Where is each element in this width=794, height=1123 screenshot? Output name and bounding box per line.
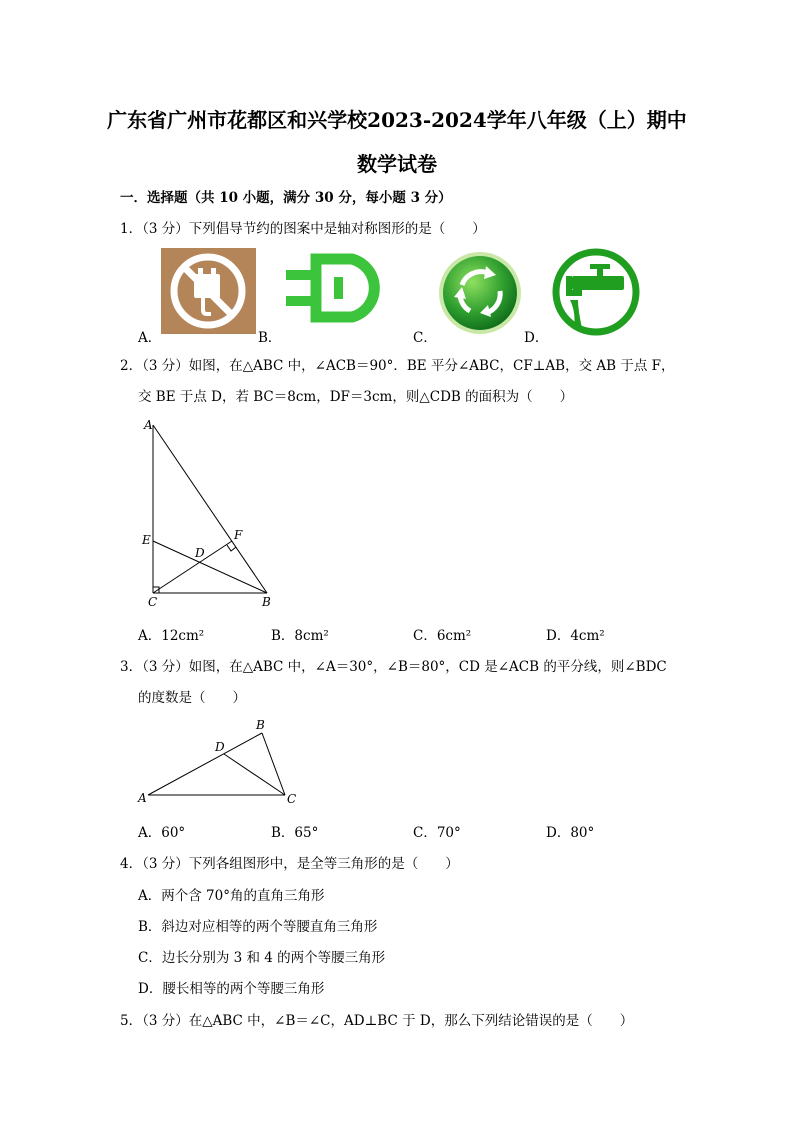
page-title-line1: 广东省广州市花都区和兴学校2023-2024学年八年级（上）期中 [107,108,687,132]
power-plug-icon [286,253,390,327]
label-f: F [234,528,243,542]
q2-option-b: B．8cm² [271,628,329,644]
label-c: C [148,595,158,609]
q3-option-c: C．70° [413,825,461,841]
page-title-line2: 数学试卷 [357,152,437,176]
label-d: D [195,546,205,560]
q1-stem: 1．（3 分）下列倡导节约的图案中是轴对称图形的是（ ） [120,221,486,237]
q1-option-a: A． [138,330,162,346]
q1-option-c: C． [413,330,437,346]
q2-option-d: D．4cm² [546,628,605,644]
recycle-arrows-icon [438,251,522,339]
q3-option-b: B．65° [271,825,319,841]
label-a: A [138,791,147,805]
q2-stem-line2: 交 BE 于点 D，若 BC＝8cm，DF＝3cm，则△CDB 的面积为（ ） [138,389,574,405]
q1-option-d: D． [524,330,549,346]
q3-option-d: D．80° [546,825,595,841]
q2-stem-line1: 2．（3 分）如图，在△ABC 中，∠ACB＝90°．BE 平分∠ABC，CF⊥AB，交 AB 于点 F， [120,358,675,374]
q4-option-c: C．边长分别为 3 和 4 的两个等腰三角形 [138,950,386,966]
q3-stem-line1: 3．（3 分）如图，在△ABC 中，∠A＝30°，∠B＝80°，CD 是∠ACB 的平分线，则∠BDC [120,659,667,675]
label-a: A [144,418,153,432]
label-e: E [142,533,151,547]
q4-stem: 4．（3 分）下列各组图形中，是全等三角形的是（ ） [120,856,459,872]
q2-triangle-figure [135,412,295,616]
q4-option-b: B．斜边对应相等的两个等腰直角三角形 [138,919,378,935]
q2-option-a: A．12cm² [138,628,205,644]
label-b: B [262,595,271,609]
q5-stem: 5．（3 分）在△ABC 中，∠B＝∠C，AD⊥BC 于 D，那么下列结论错误的是（ ） [120,1013,634,1029]
label-b: B [256,718,265,732]
water-tap-icon [552,248,640,340]
q3-stem-line2: 的度数是（ ） [138,690,246,706]
q2-option-c: C．6cm² [413,628,472,644]
q3-triangle-figure [135,712,315,816]
section-heading: 一．选择题（共 10 小题，满分 30 分，每小题 3 分） [120,190,452,206]
q1-option-b: B． [258,330,282,346]
q4-option-a: A．两个含 70°角的直角三角形 [138,888,325,904]
label-d: D [215,740,225,754]
q4-option-d: D．腰长相等的两个等腰三角形 [138,981,325,997]
no-plug-icon [161,248,256,338]
label-c: C [287,792,297,806]
q3-option-a: A．60° [138,825,186,841]
